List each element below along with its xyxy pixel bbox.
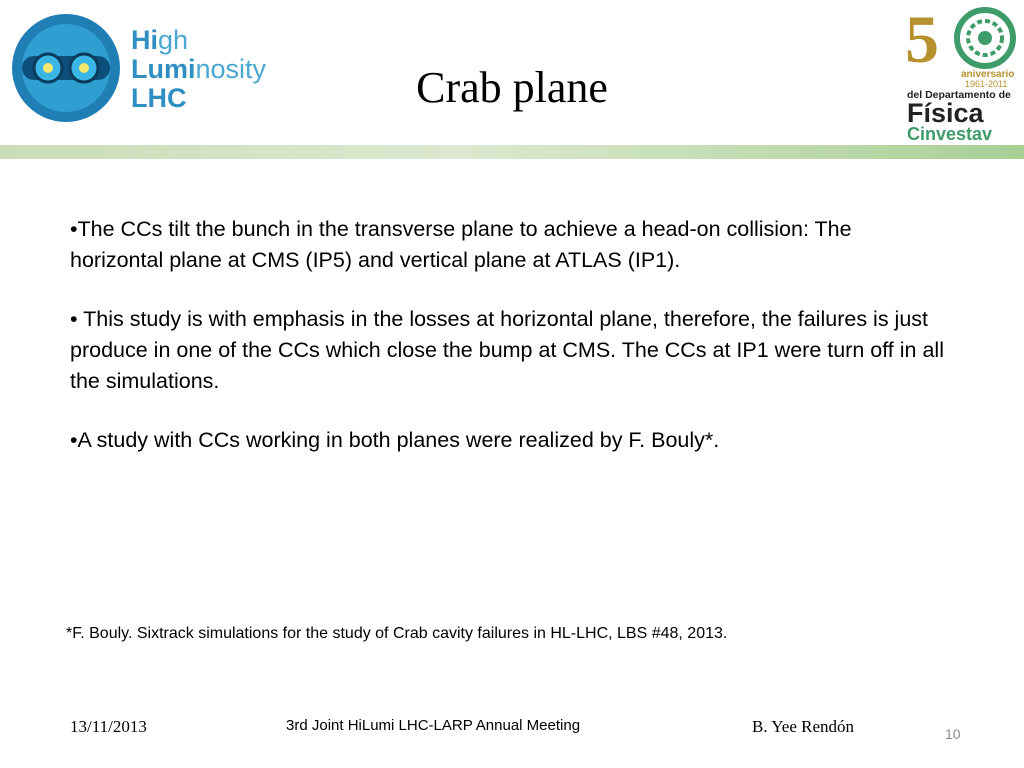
svg-text:1961-2011: 1961-2011 xyxy=(965,79,1008,89)
slide-body xyxy=(70,214,950,484)
bullet-1: •The CCs tilt the bunch in the transverse plane to achieve a head-on collision: The horizontal plane at CMS (IP5) and vertical plane at ATLAS (IP1). xyxy=(70,217,852,272)
page-number: 10 xyxy=(945,726,961,742)
cinvestav-anniversary-icon xyxy=(903,2,1020,144)
svg-text:5: 5 xyxy=(905,2,939,77)
footer-meeting: 3rd Joint HiLumi LHC-LARP Annual Meeting xyxy=(286,717,581,734)
header-band xyxy=(0,145,1024,159)
bullet-3: •A study with CCs working in both planes were realized by F. Bouly*. xyxy=(70,428,720,452)
bullet-2: • This study is with emphasis in the losses at horizontal plane, therefore, the failures is just produce in one of the CCs which close the bump at CMS. The CCs at IP1 were turn off in all the simulations. xyxy=(70,307,944,393)
hilumi-logo-text: High Luminosity LHC xyxy=(131,25,267,113)
footer-author: B. Yee Rendón xyxy=(752,717,855,736)
slide-title: Crab plane xyxy=(416,63,608,112)
svg-text:aniversario: aniversario xyxy=(961,69,1015,80)
footer-date: 13/11/2013 xyxy=(70,717,147,736)
svg-text:Cinvestav: Cinvestav xyxy=(907,124,993,144)
footnote: *F. Bouly. Sixtrack simulations for the study of Crab cavity failures in HL-LHC, LBS #48, 2013. xyxy=(66,625,728,642)
svg-text:del Departamento de: del Departamento de xyxy=(907,89,1011,101)
svg-text:Física: Física xyxy=(907,98,984,128)
fisica-cinvestav-logo xyxy=(903,2,1020,144)
